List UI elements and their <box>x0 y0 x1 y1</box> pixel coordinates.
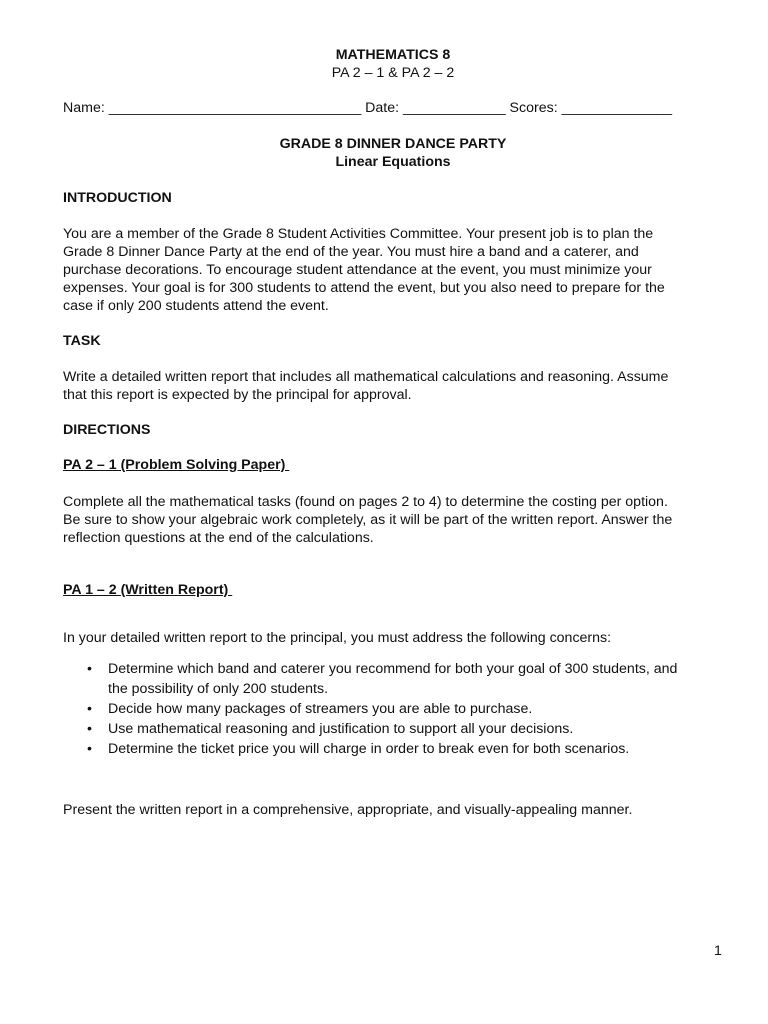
paragraph-line: expenses. Your goal is for 300 students to attend the event, but you also need to prepare for the <box>63 280 665 296</box>
introduction-heading: INTRODUCTION <box>63 190 172 206</box>
page-number: 1 <box>714 943 722 959</box>
paragraph-line: purchase decorations. To encourage student attendance at the event, you must minimize your <box>63 262 652 278</box>
directions-heading: DIRECTIONS <box>63 422 151 438</box>
paragraph-line: Grade 8 Dinner Dance Party at the end of the year. You must hire a band and a caterer, and <box>63 244 639 260</box>
paragraph-line: that this report is expected by the principal for approval. <box>63 387 412 403</box>
paragraph-line: Write a detailed written report that includes all mathematical calculations and reasoning. Assume <box>63 369 669 385</box>
list-item-text: Use mathematical reasoning and justification to support all your decisions. <box>108 721 574 737</box>
pa12-intro: In your detailed written report to the principal, you must address the following concerns: <box>63 630 612 646</box>
paragraph-line: Complete all the mathematical tasks (found on pages 2 to 4) to determine the costing per option. <box>63 494 668 510</box>
list-item-text: Determine which band and caterer you recommend for both your goal of 300 students, and <box>108 661 678 677</box>
list-item <box>63 739 723 759</box>
list-item-text-continued: the possibility of only 200 students. <box>108 681 329 697</box>
closing-statement: Present the written report in a comprehensive, appropriate, and visually-appealing manner. <box>63 802 633 818</box>
list-item <box>63 659 723 699</box>
course-title: MATHEMATICS 8 <box>335 47 451 63</box>
task-paragraph <box>63 368 713 404</box>
paragraph-line: Be sure to show your algebraic work completely, as it will be part of the written report. Answer the <box>63 512 673 528</box>
bullet-icon: • <box>87 701 92 717</box>
pa21-paragraph <box>63 493 713 547</box>
bullet-icon: • <box>87 741 92 757</box>
concerns-list <box>63 659 723 759</box>
introduction-paragraph <box>63 225 713 315</box>
pa12-heading: PA 1 – 2 (Written Report) <box>63 582 233 598</box>
bullet-icon: • <box>87 721 92 737</box>
paragraph-line: reflection questions at the end of the calculations. <box>63 530 374 546</box>
document-subtitle: Linear Equations <box>335 154 451 170</box>
task-heading: TASK <box>63 333 101 349</box>
document-title: GRADE 8 DINNER DANCE PARTY <box>279 136 507 152</box>
pa21-heading: PA 2 – 1 (Problem Solving Paper) <box>63 457 290 473</box>
name-date-scores-line: Name: ________________________________ Date: _____________ Scores: ______________ <box>63 100 673 116</box>
paragraph-line: You are a member of the Grade 8 Student Activities Committee. Your present job is to plan the <box>63 226 654 242</box>
bullet-icon: • <box>87 661 92 677</box>
paragraph-line: case if only 200 students attend the event. <box>63 298 329 314</box>
list-item-text: Decide how many packages of streamers you are able to purchase. <box>108 701 533 717</box>
list-item <box>63 719 723 739</box>
list-item-text: Determine the ticket price you will charge in order to break even for both scenarios. <box>108 741 630 757</box>
course-subtitle: PA 2 – 1 & PA 2 – 2 <box>331 65 455 81</box>
list-item <box>63 699 723 719</box>
